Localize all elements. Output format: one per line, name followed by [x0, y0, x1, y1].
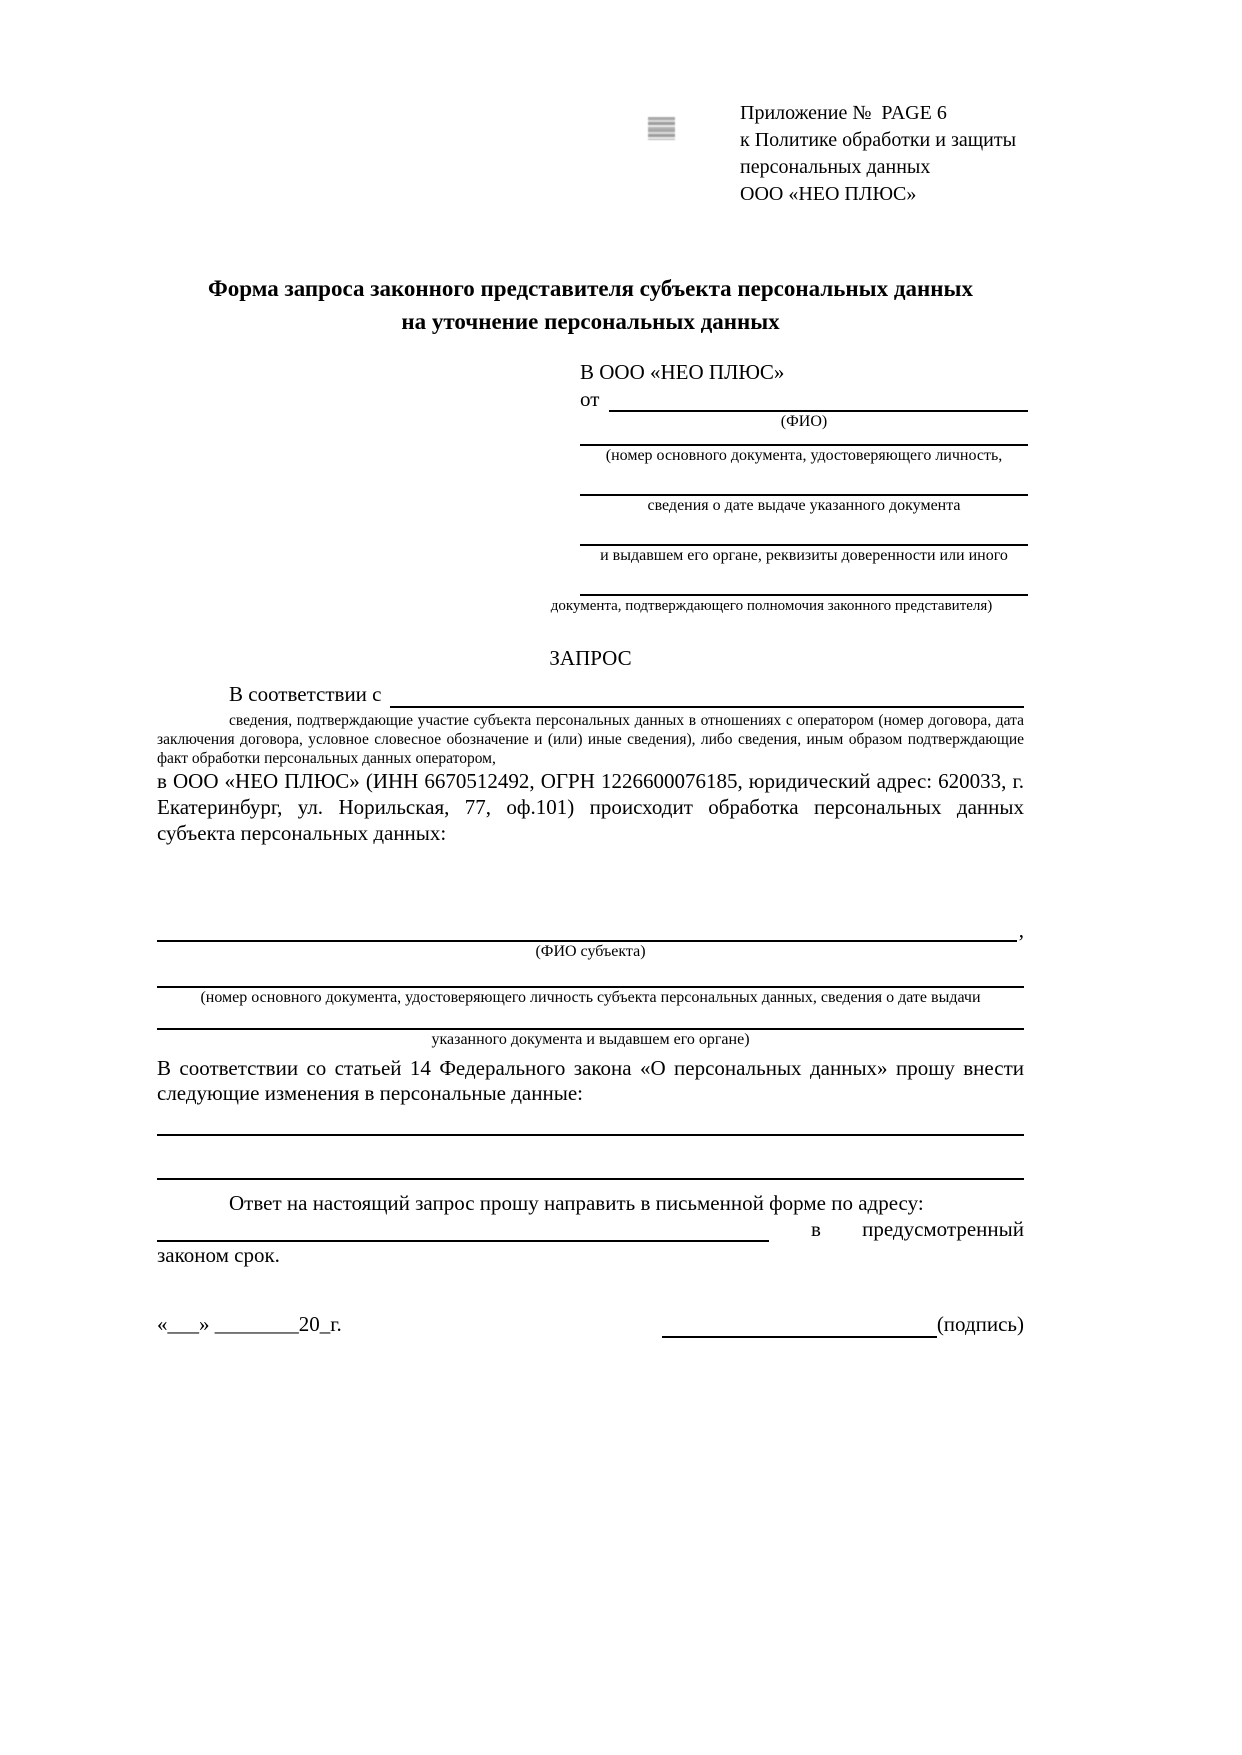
subject-fio-row	[157, 918, 1024, 942]
address-blank-line	[157, 1222, 769, 1242]
from-label: от	[580, 387, 600, 411]
answer-suffix-word: в	[811, 1217, 821, 1241]
field-caption-fio: (ФИО)	[780, 413, 828, 430]
signature-blank-line	[662, 1314, 937, 1338]
field-caption-issuer: и выдавшем его органе, реквизиты доверенности или иного	[600, 547, 1008, 564]
annex-line: персональных данных	[740, 156, 931, 178]
document-title	[157, 272, 1024, 338]
from-field-row	[580, 386, 1028, 412]
annex-line: к Политике обработки и защиты	[740, 129, 1017, 151]
subject-blank-line	[157, 918, 1017, 942]
blank-field-line	[580, 516, 1028, 546]
article-paragraph: В соответствии со статьей 14 Федерального закона «О персональных данных» прошу внести следующие изменения в персональные данные:	[157, 1056, 1024, 1105]
addressee-to: В ООО «НЕО ПЛЮС»	[580, 360, 785, 384]
addressee-block	[550, 358, 1028, 616]
trailing-comma: ,	[1018, 918, 1024, 942]
changes-blank-line	[157, 1136, 1024, 1180]
document-title-line1: Форма запроса законного представителя субъекта персональных данных	[208, 276, 973, 301]
blank-field-line	[580, 566, 1028, 596]
subject-caption-doc: (номер основного документа, удостоверяющего личность субъекта персональных данных, сведения о дате выдачи	[200, 989, 981, 1006]
field-caption-issue-date: сведения о дате выдаче указанного документа	[647, 497, 961, 514]
changes-blank-line	[157, 1106, 1024, 1136]
date-line: «___» ________20_г.	[157, 1312, 342, 1336]
date-signature-row	[157, 1310, 1024, 1338]
subject-caption-issuer: указанного документа и выдавшем его органе)	[431, 1031, 750, 1048]
blurred-stamp-icon	[648, 117, 675, 140]
answer-paragraph: Ответ на настоящий запрос прошу направить в письменной форме по адресу:	[229, 1191, 924, 1215]
signature-caption: (подпись)	[936, 1312, 1024, 1336]
intro-field-row	[157, 680, 1024, 708]
blank-field-line	[157, 1008, 1024, 1030]
document-title-line2: на уточнение персональных данных	[401, 309, 780, 334]
field-caption-doc-number: (номер основного документа, удостоверяющего личность,	[605, 447, 1003, 464]
intro-blank-line	[390, 684, 1025, 708]
from-blank-line	[609, 388, 1028, 412]
request-heading: ЗАПРОС	[549, 646, 632, 670]
blank-field-line	[580, 432, 1028, 446]
annex-header-block	[740, 100, 1024, 208]
address-field-row	[157, 1216, 1024, 1242]
signature-group	[662, 1310, 1024, 1338]
annex-line: ООО «НЕО ПЛЮС»	[740, 183, 917, 205]
operator-paragraph: в ООО «НЕО ПЛЮС» (ИНН 6670512492, ОГРН 1226600076185, юридический адрес: 620033, г. Екатеринбург, ул. Норильская, 77, оф.101) происходит обработка персональных данных субъекта персональных данных:	[157, 769, 1024, 845]
annex-line: Приложение № PAGE 6	[740, 102, 947, 124]
intro-prefix: В соответствии с	[229, 682, 382, 706]
subject-caption-fio: (ФИО субъекта)	[535, 943, 646, 960]
blank-field-line	[580, 466, 1028, 496]
answer-suffix-word: предусмотренный	[862, 1217, 1024, 1241]
answer-suffix	[769, 1216, 1024, 1242]
fine-print-note: сведения, подтверждающие участие субъекта персональных данных в отношениях с оператором (номер договора, дата заключения договора, условное словесное обозначение и (или) иные сведения), либо сведения, иным образом подтверждающие факт обработки персональных данных оператором,	[157, 712, 1024, 767]
blank-field-line	[157, 962, 1024, 988]
field-caption-authority-doc: документа, подтверждающего полномочия законного представителя)	[550, 598, 993, 614]
answer-tail: законом срок.	[157, 1243, 280, 1267]
